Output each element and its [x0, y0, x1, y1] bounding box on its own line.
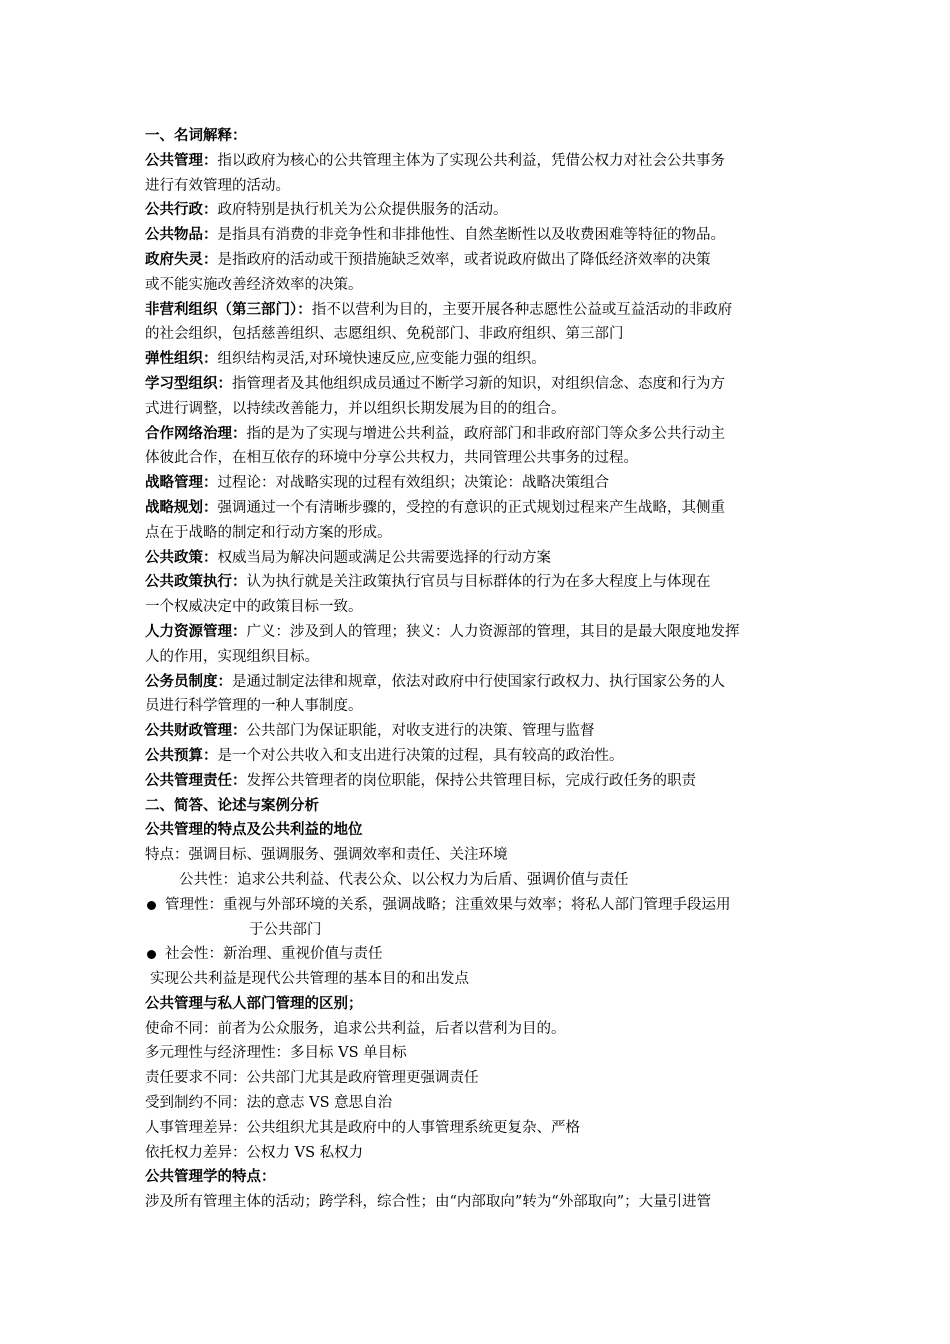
- term: 公共管理责任：: [145, 771, 247, 789]
- list-item: 责任要求不同：公共部门尤其是政府管理更强调责任: [145, 1070, 479, 1087]
- subheading-discipline-features: 公共管理学的特点：: [145, 1168, 276, 1186]
- bullet-item-social: [145, 942, 815, 967]
- definition-continuation: 点在于战略的制定和行动方案的形成。: [145, 524, 392, 541]
- definition-continuation: 或不能实施改善经济效率的决策。: [145, 276, 363, 293]
- definition-text: 强调通过一个有清晰步骤的，受控的有意识的正式规划过程来产生战略，其侧重: [217, 499, 725, 516]
- document-page: [145, 124, 815, 1215]
- term: 公共行政：: [145, 201, 218, 219]
- bullet-icon: [147, 901, 156, 910]
- list-item: 依托权力差异：公权力 VS 私权力: [145, 1144, 364, 1161]
- definition-continuation: 人的作用，实现组织目标。: [145, 648, 319, 665]
- definition-text: 指不以营利为目的，主要开展各种志愿性公益或互益活动的非政府: [311, 301, 733, 318]
- definition-network-governance: [145, 422, 815, 447]
- paragraph-features: 特点：强调目标、强调服务、强调效率和责任、关注环境: [145, 847, 508, 864]
- definition-civil-service-system: [145, 670, 815, 695]
- term: 战略管理：: [145, 474, 218, 492]
- definition-learning-organization: [145, 372, 815, 397]
- definition-text: 是指具有消费的非竞争性和非排他性、自然垄断性以及收费困难等特征的物品。: [217, 227, 725, 244]
- term: 公共管理：: [145, 151, 218, 169]
- definition-text: 广义：涉及到人的管理；狭义：人力资源部的管理，其目的是最大限度地发挥: [246, 623, 740, 640]
- term: 公共政策：: [145, 548, 218, 566]
- definition-continuation: 体彼此合作，在相互依存的环境中分享公共权力，共同管理公共事务的过程。: [145, 450, 638, 467]
- term: 公共政策执行：: [145, 573, 247, 591]
- definition-text: 发挥公共管理者的岗位职能，保持公共管理目标，完成行政任务的职责: [246, 772, 696, 789]
- definition-public-management-responsibility: [145, 769, 815, 794]
- definition-text: 指以政府为核心的公共管理主体为了实现公共利益，凭借公权力对社会公共事务: [217, 152, 725, 169]
- list-item: 使命不同：前者为公众服务，追求公共利益，后者以营利为目的。: [145, 1020, 566, 1037]
- term: 弹性组织：: [145, 350, 218, 368]
- definition-continuation: 进行有效管理的活动。: [145, 177, 290, 194]
- section-heading-2: 二、简答、论述与案例分析: [145, 796, 319, 814]
- definition-government-failure: [145, 248, 815, 273]
- definition-text: 过程论：对战略实现的过程有效组织；决策论：战略决策组合: [217, 475, 609, 492]
- section-heading-1: 一、名词解释：: [145, 127, 247, 144]
- term: 合作网络治理：: [145, 424, 247, 442]
- term: 学习型组织：: [145, 374, 232, 392]
- definition-continuation: 式进行调整，以持续改善能力，并以组织长期发展为目的的组合。: [145, 400, 566, 417]
- definition-text: 指的是为了实现与增进公共利益，政府部门和非政府部门等众多公共行动主: [246, 425, 725, 442]
- definition-text: 指管理者及其他组织成员通过不断学习新的知识，对组织信念、态度和行为方: [232, 375, 725, 392]
- definition-text: 公共部门为保证职能，对收支进行的决策、管理与监督: [246, 723, 595, 740]
- definition-human-resource-management: [145, 620, 815, 645]
- definition-text: 是通过制定法律和规章，依法对政府中行使国家行政权力、执行国家公务的人: [232, 673, 725, 690]
- definition-text: 组织结构灵活,对环境快速反应,应变能力强的组织。: [217, 351, 546, 368]
- term: 战略规划：: [145, 498, 218, 516]
- definition-flexible-organization: [145, 347, 815, 372]
- paragraph-discipline-features: 涉及所有管理主体的活动；跨学科，综合性；由“内部取向”转为“外部取向”；大量引进管: [145, 1194, 712, 1211]
- definition-text: 是一个对公共收入和支出进行决策的过程，具有较高的政治性。: [217, 747, 624, 764]
- definition-policy-implementation: [145, 570, 815, 595]
- bullet-text: 管理性：重视与外部环境的关系，强调战略；注重效果与效率；将私人部门管理手段运用: [165, 896, 731, 913]
- subheading-differences: 公共管理与私人部门管理的区别；: [145, 994, 363, 1012]
- definition-public-goods: [145, 223, 815, 248]
- definition-text: 认为执行就是关注政策执行官员与目标群体的行为在多大程度上与体现在: [246, 574, 711, 591]
- definition-text: 权威当局为解决问题或满足公共需要选择的行动方案: [217, 549, 551, 566]
- list-item: 人事管理差异：公共组织尤其是政府中的人事管理系统更复杂、严格: [145, 1119, 580, 1136]
- definition-strategic-management: [145, 471, 815, 496]
- definition-public-budget: [145, 744, 815, 769]
- definition-text: 政府特别是执行机关为公众提供服务的活动。: [217, 202, 508, 219]
- term: 人力资源管理：: [145, 622, 247, 640]
- bullet-icon: [147, 950, 156, 959]
- term: 公务员制度：: [145, 672, 232, 690]
- definition-public-policy: [145, 546, 815, 571]
- bullet-continuation: 于公共部门: [249, 921, 322, 938]
- term: 公共物品：: [145, 226, 218, 244]
- bullet-text: 社会性：新治理、重视价值与责任: [165, 946, 383, 963]
- definition-continuation: 的社会组织，包括慈善组织、志愿组织、免税部门、非政府组织、第三部门: [145, 326, 624, 343]
- subheading-characteristics: 公共管理的特点及公共利益的地位: [145, 821, 363, 839]
- definition-continuation: 员进行科学管理的一种人事制度。: [145, 698, 363, 715]
- paragraph-public-interest: 实现公共利益是现代公共管理的基本目的和出发点: [150, 971, 469, 988]
- list-item: 受到制约不同：法的意志 VS 意思自治: [145, 1095, 393, 1112]
- paragraph-publicness: 公共性：追求公共利益、代表公众、以公权力为后盾、强调价值与责任: [179, 871, 629, 888]
- term: 公共预算：: [145, 746, 218, 764]
- definition-public-finance-management: [145, 719, 815, 744]
- definition-continuation: 一个权威决定中的政策目标一致。: [145, 599, 363, 616]
- term: 非营利组织（第三部门）：: [145, 300, 312, 318]
- definition-text: 是指政府的活动或干预措施缺乏效率，或者说政府做出了降低经济效率的决策: [217, 251, 711, 268]
- definition-nonprofit: [145, 298, 815, 323]
- list-item: 多元理性与经济理性：多目标 VS 单目标: [145, 1045, 407, 1062]
- definition-public-administration: [145, 198, 815, 223]
- definition-public-management: [145, 149, 815, 174]
- term: 政府失灵：: [145, 250, 218, 268]
- definition-strategic-planning: [145, 496, 815, 521]
- bullet-item-managerial: [145, 893, 815, 918]
- term: 公共财政管理：: [145, 722, 247, 740]
